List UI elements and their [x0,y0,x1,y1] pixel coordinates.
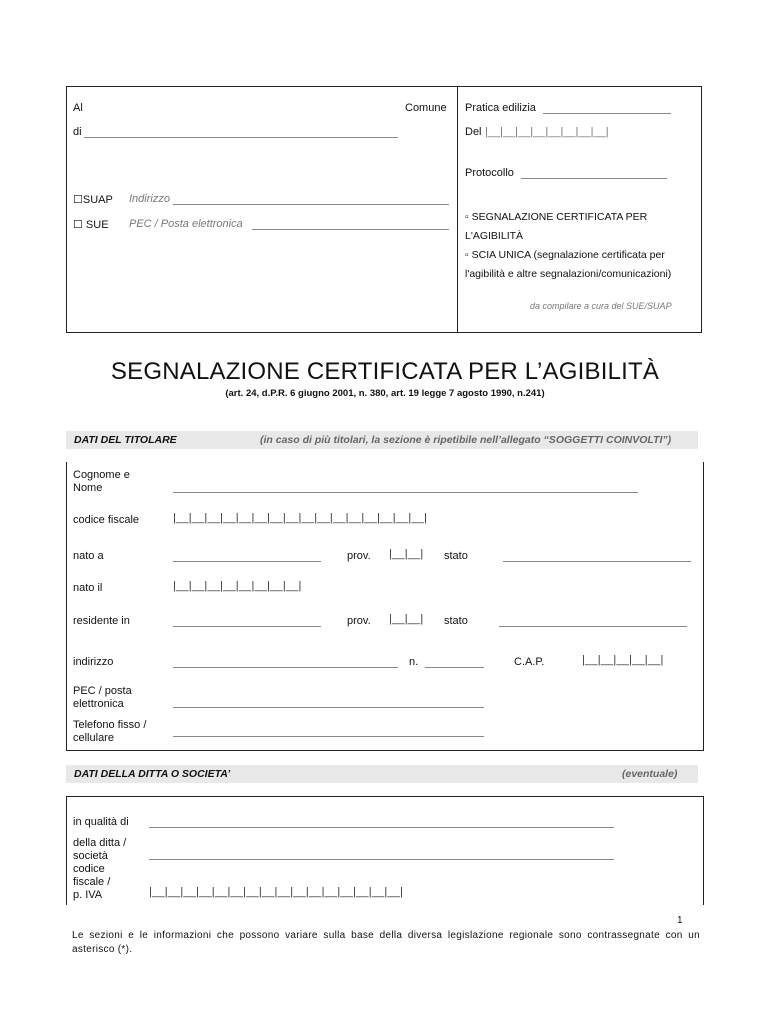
qualita-label: in qualità di [73,816,129,828]
prov-label: prov. [347,550,371,562]
option-scia-unica-cont: l'agibilità e altre segnalazioni/comunicazioni) [465,268,672,280]
ditta-label-cont: società [73,850,108,862]
page-title: SEGNALAZIONE CERTIFICATA PER L’AGIBILITÀ [110,358,660,385]
stato-residenza-field[interactable] [499,626,687,627]
option-agibilita-cont: L'AGIBILITÀ [465,230,524,242]
residente-label: residente in [73,615,130,627]
numero-label: n. [409,656,419,668]
section-ditta-header [66,765,698,783]
numero-field[interactable] [425,667,484,668]
indirizzo-field[interactable] [173,204,449,205]
stato-residenza-label: stato [444,615,468,627]
pec-label: PEC / Posta elettronica [129,218,243,230]
residente-field[interactable] [173,626,321,627]
page-number: 1 [677,915,683,926]
qualita-field[interactable] [149,827,614,828]
header-divider [457,86,458,332]
indirizzo-label: indirizzo [73,656,114,668]
cf-iva-boxes[interactable]: |__|__|__|__|__|__|__|__|__|__|__|__|__|__|__|__| [149,886,404,898]
pec-field[interactable] [252,229,449,230]
ditta-field[interactable] [149,859,614,860]
section-titolare-header [66,431,698,449]
cap-label: C.A.P. [514,656,545,668]
stato-label: stato [444,550,468,562]
pec-posta-field[interactable] [173,707,484,708]
indirizzo-residenza-field[interactable] [173,667,398,668]
stato-field[interactable] [503,561,691,562]
ditta-label: della ditta / [73,837,127,849]
compilare-note: da compilare a cura del SUE/SUAP [530,301,672,311]
recipient-box [66,86,702,333]
sue-checkbox[interactable]: ☐ SUE [73,219,109,231]
nato-a-label: nato a [73,550,104,562]
section-ditta-note: (eventuale) [622,768,678,780]
codice-fiscale-label: codice fiscale [73,514,140,526]
del-date-boxes[interactable]: |__|__|__|__|__|__|__|__| [485,126,609,138]
suap-checkbox[interactable]: ☐SUAP [73,194,113,206]
section-titolare-note: (in caso di più titolari, la sezione è ripetibile nell’allegato “SOGGETTI COINVOLTI”) [260,434,672,446]
option-agibilita[interactable]: ▫ SEGNALAZIONE CERTIFICATA PER [465,211,648,223]
telefono-label-cont: cellulare [73,732,114,744]
prov-residenza-label: prov. [347,615,371,627]
telefono-field[interactable] [173,736,484,737]
di-field[interactable] [84,137,398,138]
nato-a-field[interactable] [173,561,321,562]
prov-boxes[interactable]: |__|__| [389,548,424,560]
cf-iva-label-cont: fiscale / [73,876,111,888]
del-label: Del [465,126,482,138]
pratica-field[interactable] [543,113,671,114]
pratica-label: Pratica edilizia [465,102,536,114]
cognome-field[interactable] [173,492,638,493]
cf-iva-label-cont2: p. IVA [73,889,103,901]
protocollo-field[interactable] [521,178,667,179]
section-titolare-heading: DATI DEL TITOLARE [74,434,177,446]
pec-posta-label: PEC / posta [73,685,132,697]
comune-label: Comune [405,102,447,114]
cf-iva-label: codice [73,863,105,875]
nato-il-label: nato il [73,582,103,594]
cognome-label: Cognome e Nome [73,469,130,494]
di-label: di [73,126,82,138]
cap-boxes[interactable]: |__|__|__|__|__| [582,654,664,666]
option-scia-unica[interactable]: ▫ SCIA UNICA (segnalazione certificata per [465,249,665,261]
section-ditta-heading: DATI DELLA DITTA O SOCIETA’ [74,768,231,780]
protocollo-label: Protocollo [465,167,514,179]
footer-note: Le sezioni e le informazioni che possono variare sulla base della diversa legislazione regionale sono contrassegnate con un asterisco (*). [72,930,700,955]
prov-residenza-boxes[interactable]: |__|__| [389,613,424,625]
indirizzo-label: Indirizzo [129,193,170,205]
pec-posta-label-cont: elettronica [73,698,124,710]
al-label: Al [73,102,83,114]
telefono-label: Telefono fisso / [73,719,147,731]
nato-il-boxes[interactable]: |__|__|__|__|__|__|__|__| [173,580,302,592]
page-subtitle: (art. 24, d.P.R. 6 giugno 2001, n. 380, art. 19 legge 7 agosto 1990, n.241) [225,388,545,399]
codice-fiscale-boxes[interactable]: |__|__|__|__|__|__|__|__|__|__|__|__|__|__|__|__| [173,512,428,524]
